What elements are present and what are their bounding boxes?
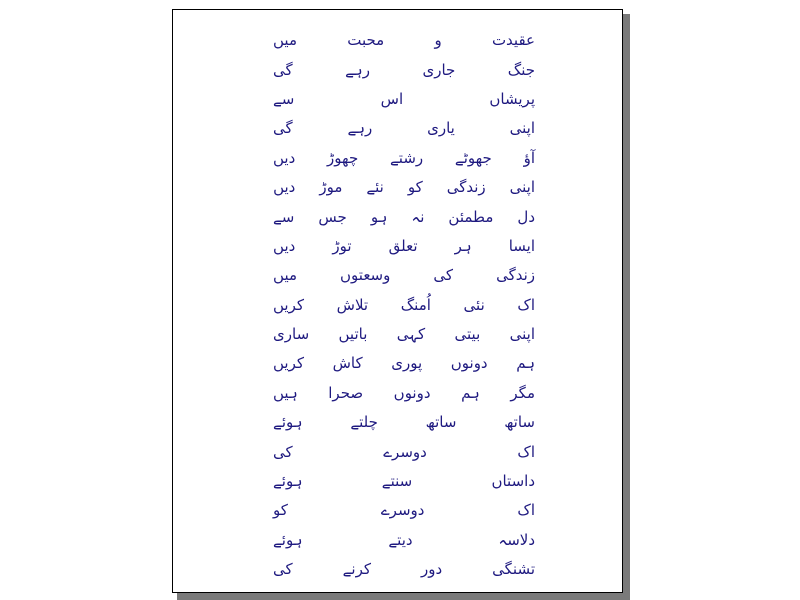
poem-line xyxy=(273,379,535,408)
poem-word: جھوٹے xyxy=(454,148,492,167)
poem-word: پوری xyxy=(391,354,423,373)
poem-word: کریں xyxy=(273,354,305,373)
poem-word: بیتی xyxy=(454,325,481,344)
poem-word: اس xyxy=(380,89,404,108)
poem-word: وسعتوں xyxy=(340,266,391,285)
poem-line xyxy=(273,144,535,173)
poem-word: اپنی xyxy=(509,325,535,344)
poem-word: ہر xyxy=(454,236,472,255)
poem-line xyxy=(273,26,535,55)
poem-word: دیتے xyxy=(388,530,413,549)
poem-word: پریشاں xyxy=(489,89,535,108)
poem-line xyxy=(273,467,535,496)
poem-word: ہوئے xyxy=(273,530,303,549)
poem-word: گی xyxy=(273,119,293,138)
poem-word: ساری xyxy=(273,325,310,344)
poem-word: دوسرے xyxy=(383,442,427,461)
poem-text xyxy=(273,26,535,584)
poem-line xyxy=(273,261,535,290)
poem-word: جس xyxy=(318,207,347,226)
poem-word: رہے xyxy=(345,60,370,79)
poem-word: دونوں xyxy=(450,354,488,373)
poem-word: نہ xyxy=(411,207,425,226)
poem-word: تعلق xyxy=(388,236,418,255)
poem-word: زندگی xyxy=(446,178,486,197)
poem-word: کہی xyxy=(396,325,426,344)
poem-word: و xyxy=(434,31,442,50)
poem-word: آؤ xyxy=(523,148,535,167)
poem-line xyxy=(273,55,535,84)
poem-word: میں xyxy=(273,31,297,50)
poem-word: اپنی xyxy=(509,119,535,138)
poem-word: کی xyxy=(433,266,454,285)
poem-word: یاری xyxy=(427,119,455,138)
poem-line xyxy=(273,114,535,143)
poem-word: سے xyxy=(273,89,295,108)
poem-word: چھوڑ xyxy=(327,148,359,167)
poem-line xyxy=(273,408,535,437)
poem-line xyxy=(273,496,535,525)
poem-word: میں xyxy=(273,266,298,285)
poem-word: تلاش xyxy=(336,295,369,314)
poem-word: کو xyxy=(407,178,423,197)
poem-word: اُمنگ xyxy=(400,295,431,314)
poem-line xyxy=(273,349,535,378)
poem-word: نئی xyxy=(463,295,485,314)
poem-word: نئے xyxy=(366,178,384,197)
poem-word: کریں xyxy=(273,295,305,314)
poem-word: جاری xyxy=(422,60,456,79)
poem-word: کرنے xyxy=(342,560,372,579)
poem-word: ایسا xyxy=(508,236,535,255)
poem-line xyxy=(273,232,535,261)
poem-word: مطمئن xyxy=(448,207,494,226)
poem-word: اک xyxy=(517,501,535,520)
poem-word: باتیں xyxy=(338,325,368,344)
poem-word: ہم xyxy=(461,383,480,402)
poem-word: دیں xyxy=(273,178,296,197)
poem-word: ساتھ xyxy=(425,413,457,432)
poem-word: سے xyxy=(273,207,295,226)
poem-word: زندگی xyxy=(496,266,535,285)
poem-word: دل xyxy=(517,207,535,226)
poem-word: موڑ xyxy=(319,178,343,197)
poem-word: تشنگی xyxy=(492,560,535,579)
poem-word: گی xyxy=(273,60,293,79)
poem-word: دیں xyxy=(273,236,296,255)
poem-word: کاش xyxy=(332,354,363,373)
poem-word: دلاسہ xyxy=(498,530,535,549)
poem-word: مگر xyxy=(510,383,535,402)
poem-word: دونوں xyxy=(393,383,431,402)
poem-word: محبت xyxy=(347,31,385,50)
poem-word: دوسرے xyxy=(380,501,425,520)
poem-line xyxy=(273,526,535,555)
poem-word: اک xyxy=(517,295,535,314)
poem-word: ساتھ xyxy=(504,413,535,432)
poem-word: کو xyxy=(273,501,288,520)
poem-line xyxy=(273,85,535,114)
poem-line xyxy=(273,437,535,466)
poem-word: رہے xyxy=(347,119,373,138)
poem-word: رشتے xyxy=(390,148,424,167)
poem-word: صحرا xyxy=(328,383,364,402)
poem-line xyxy=(273,320,535,349)
poem-line xyxy=(273,173,535,202)
poem-word: دور xyxy=(420,560,443,579)
poem-word: کی xyxy=(273,560,293,579)
poem-line xyxy=(273,202,535,231)
poem-word: سنتے xyxy=(381,472,413,491)
poem-word: ہوئے xyxy=(273,413,303,432)
poem-word: داستاں xyxy=(491,472,535,491)
poem-word: چلتے xyxy=(350,413,378,432)
poem-word: دیں xyxy=(273,148,296,167)
poem-word: جنگ xyxy=(507,60,535,79)
poem-line xyxy=(273,555,535,584)
poem-line xyxy=(273,291,535,320)
document-page xyxy=(172,9,623,593)
poem-word: توڑ xyxy=(332,236,352,255)
poem-word: ہیں xyxy=(273,383,298,402)
poem-word: کی xyxy=(273,442,293,461)
poem-word: ہم xyxy=(516,354,535,373)
poem-word: اک xyxy=(517,442,535,461)
poem-word: ہو xyxy=(370,207,388,226)
poem-word: ہوئے xyxy=(273,472,303,491)
poem-word: اپنی xyxy=(509,178,535,197)
poem-word: عقیدت xyxy=(491,31,535,50)
